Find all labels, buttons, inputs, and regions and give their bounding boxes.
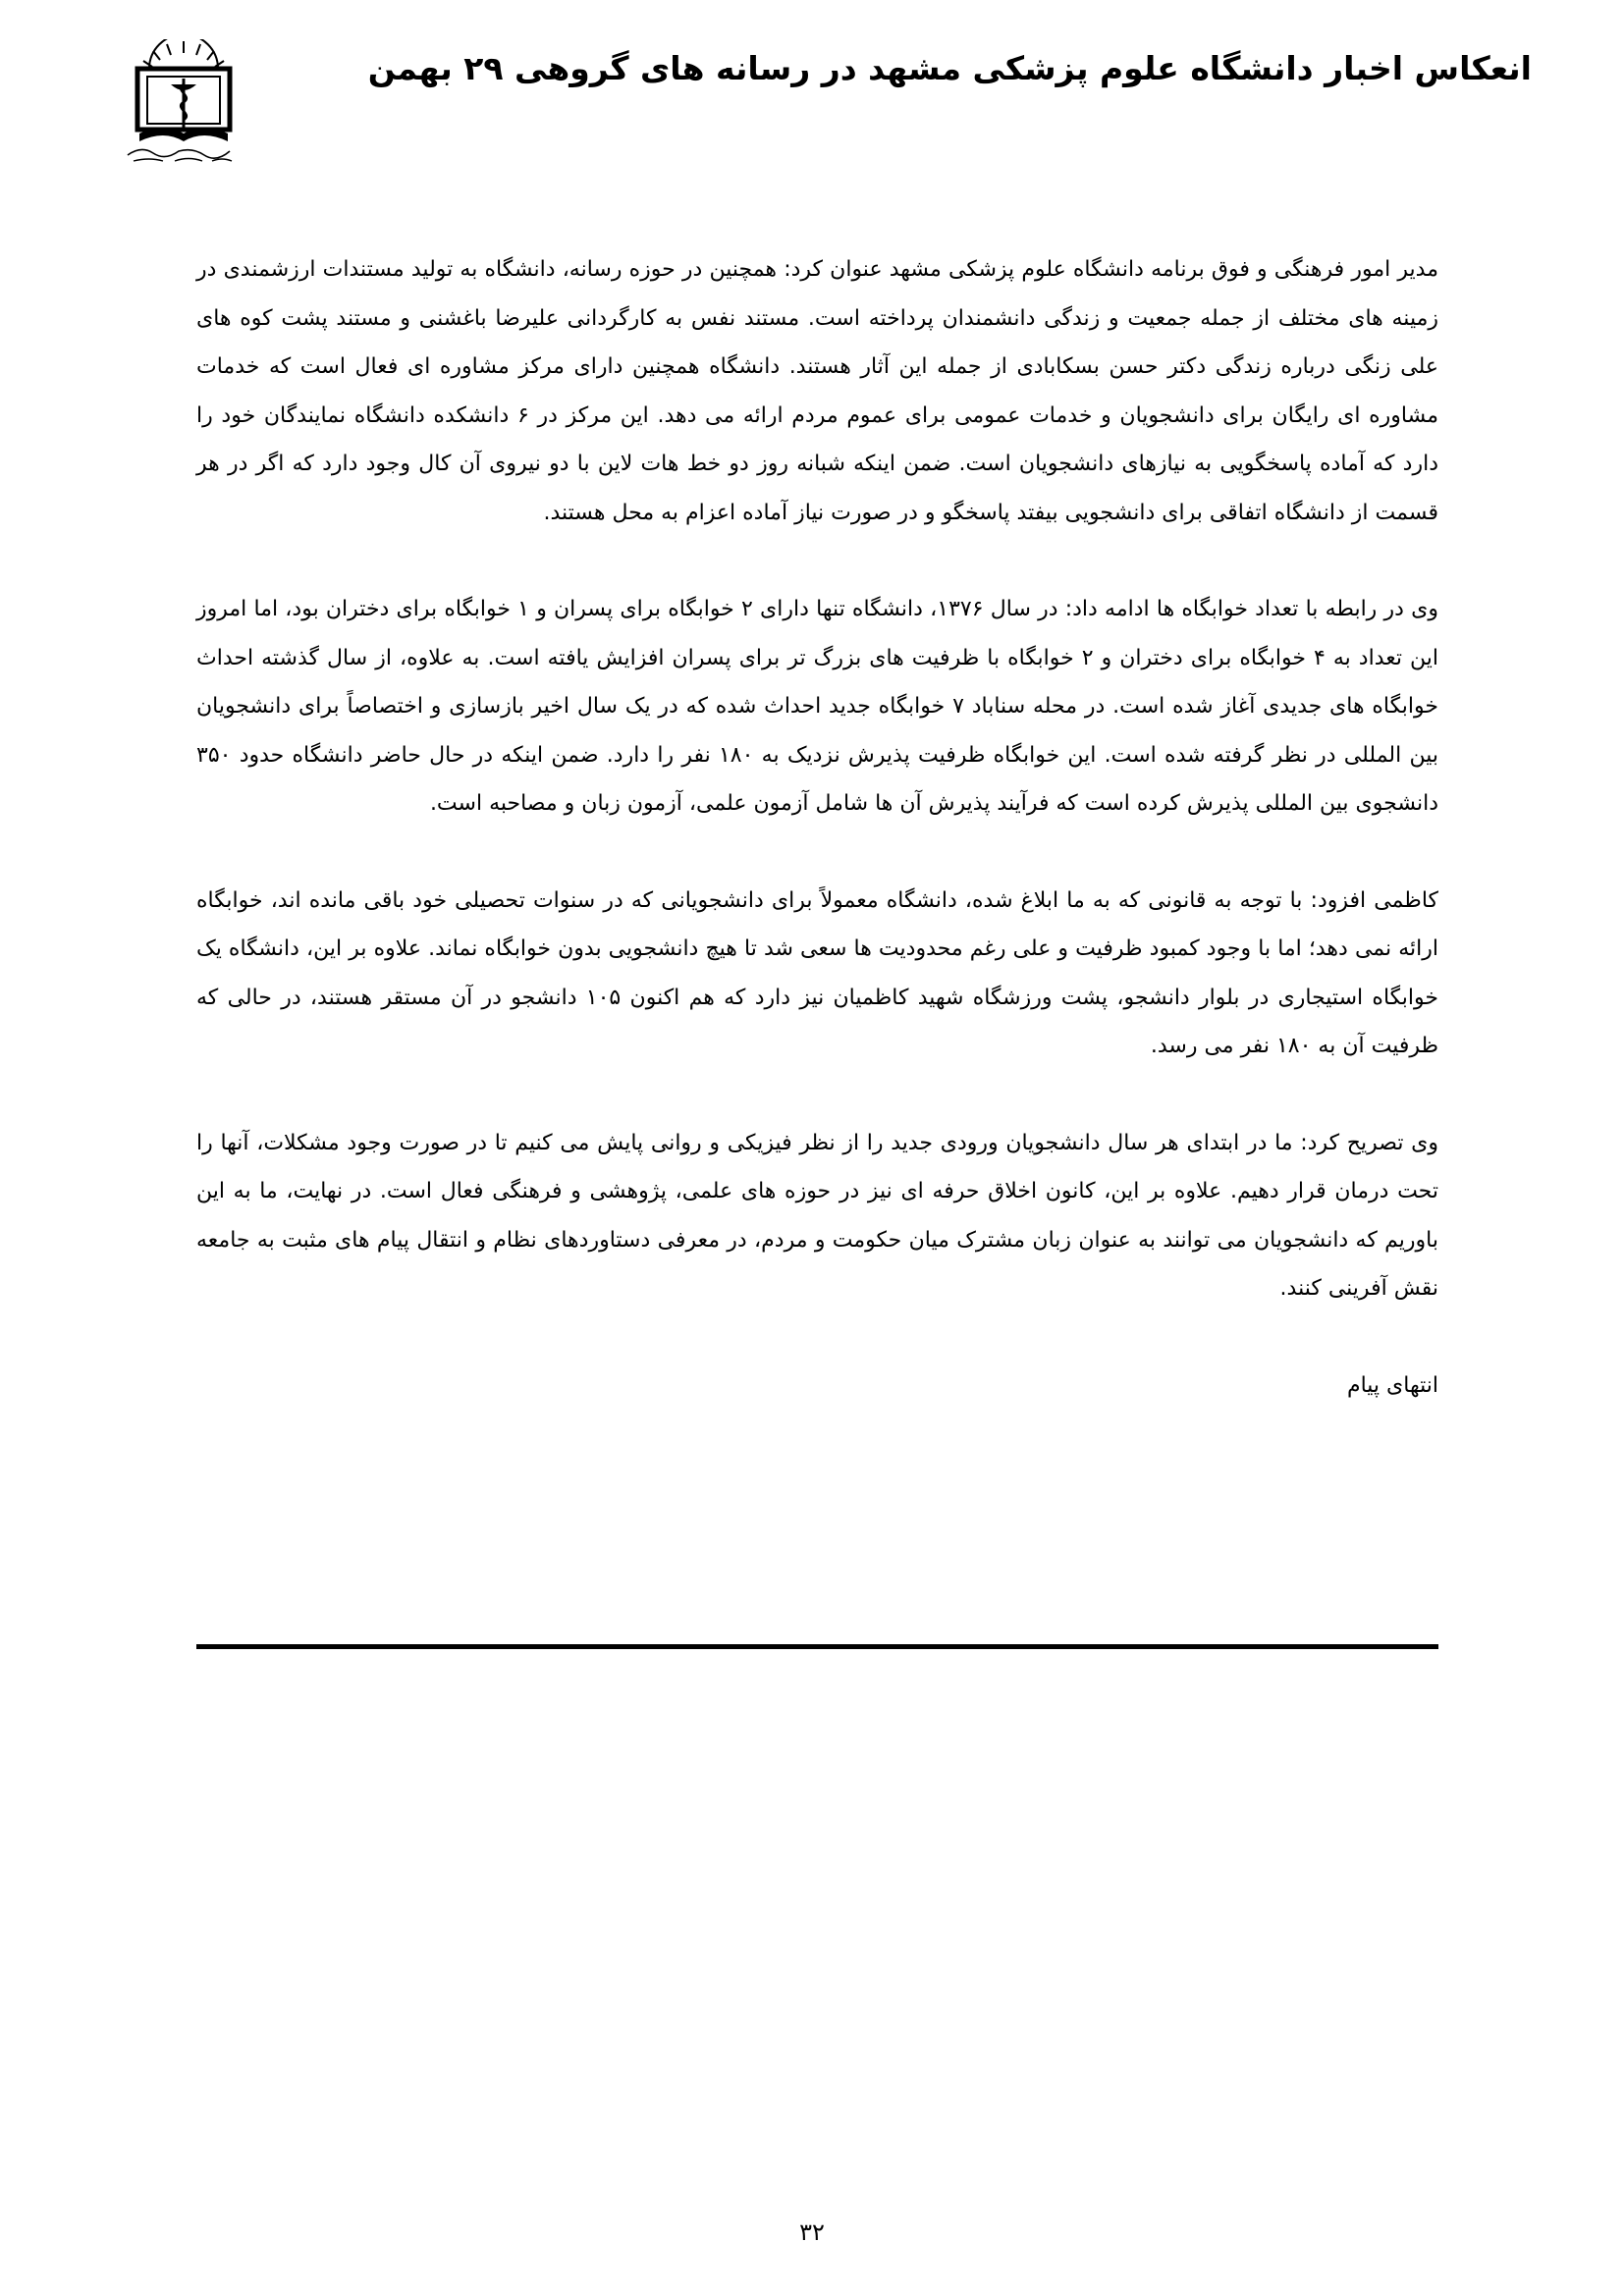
end-of-message: انتهای پیام — [1346, 1372, 1438, 1398]
university-logo-icon — [120, 39, 247, 167]
page-header — [98, 39, 1532, 177]
paragraph: وی تصریح کرد: ما در ابتدای هر سال دانشجویان ورودی جدید را از نظر فیزیکی و روانی پایش می کنیم تا در صورت وجود مشکلات، آنها را تحت درمان قرار دهیم. علاوه بر این، کانون اخلاق حرفه ای نیز در حوزه های علمی، پژوهشی و فرهنگی فعال است. در نهایت، ما به این باوریم که دانشجویان می توانند به عنوان زبان مشترک میان حکومت و مردم، در معرفی دستاوردهای نظام و انتقال پیام های مثبت به جامعه نقش آفرینی کنند. — [196, 1130, 1438, 1301]
document-title: انعکاس اخبار دانشگاه علوم پزشکی مشهد در رسانه های گروهی ۲۹ بهمن — [367, 49, 1532, 87]
paragraph: وی در رابطه با تعداد خوابگاه ها ادامه داد: در سال ۱۳۷۶، دانشگاه تنها دارای ۲ خوابگاه برای پسران و ۱ خوابگاه برای دختران بود، اما امروز این تعداد به ۴ خوابگاه برای دختران و ۲ خوابگاه با ظرفیت های بزرگ تر برای پسران افزایش یافته است. به علاوه، از سال گذشته احداث خوابگاه های جدیدی آغاز شده است. در محله سناباد ۷ خوابگاه جدید احداث شده که در یک سال اخیر بازسازی و اختصاصاً برای دانشجویان بین المللی در نظر گرفته شده است. این خوابگاه ظرفیت پذیرش نزدیک به ۱۸۰ نفر را دارد. ضمن اینکه در حال حاضر دانشگاه حدود ۳۵۰ دانشجوی بین المللی پذیرش کرده است که فرآیند پذیرش آن ها شامل آزمون علمی، آزمون زبان و مصاحبه است. — [196, 597, 1439, 816]
page-number: ۳۲ — [799, 2218, 825, 2246]
paragraph: مدیر امور فرهنگی و فوق برنامه دانشگاه علوم پزشکی مشهد عنوان کرد: همچنین در حوزه رسانه، دانشگاه به تولید مستندات ارزشمندی در زمینه های مختلف از جمله جمعیت و زندگی دانشمندان پرداخته است. مستند نفس به کارگردانی علیرضا باغشنی و مستند پشت کوه های علی زنگی درباره زندگی دکتر حسن بسکابادی از جمله این آثار هستند. دانشگاه همچنین دارای مرکز مشاوره ای فعال است که خدمات مشاوره ای رایگان برای دانشجویان و خدمات عمومی برای عموم مردم ارائه می دهد. این مرکز در ۶ دانشکده دانشگاه نمایندگان خود را دارد که آماده پاسخگویی به نیازهای دانشجویان است. ضمن اینکه شبانه روز دو خط هات لاین با دو نیروی آن کال وجود دارد که اگر در هر قسمت از دانشگاه اتفاقی برای دانشجویی بیفتد پاسخگو و در صورت نیاز آماده اعزام به محل هستند. — [196, 257, 1438, 525]
paragraph: کاظمی افزود: با توجه به قانونی که به ما ابلاغ شده، دانشگاه معمولاً برای دانشجویانی که در سنوات تحصیلی خود باقی مانده اند، خوابگاه ارائه نمی دهد؛ اما با وجود کمبود ظرفیت و علی رغم محدودیت ها سعی شد تا هیچ دانشجویی بدون خوابگاه نماند. علاوه بر این، دانشگاه یک خوابگاه استیجاری در بلوار دانشجو، پشت ورزشگاه شهید کاظمیان نیز دارد که هم اکنون ۱۰۵ دانشجو در آن مستقر هستند، در حالی که ظرفیت آن به ۱۸۰ نفر می رسد. — [196, 887, 1438, 1058]
article-body — [196, 245, 1438, 1410]
divider — [196, 1644, 1438, 1649]
